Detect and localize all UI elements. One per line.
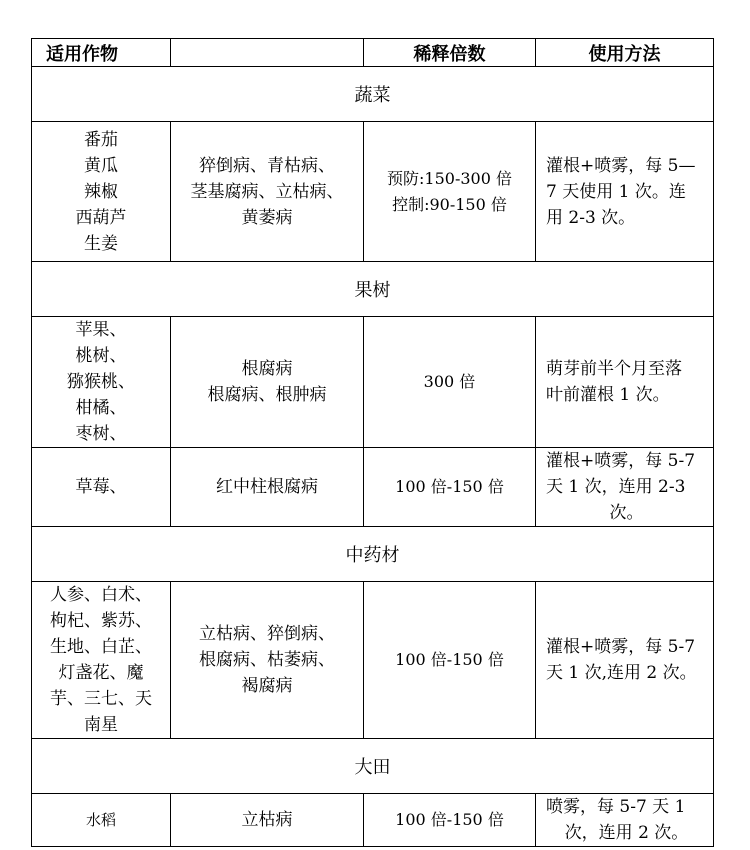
table-row: [32, 582, 714, 739]
dilution-text: 控制:90-150 倍: [392, 194, 507, 214]
diseases-cell: [171, 794, 364, 847]
dilution-cell: [364, 582, 536, 739]
method-cell: [536, 122, 714, 262]
disease-text: 立枯病: [241, 810, 293, 830]
crop-name: 灯盏花、魔: [58, 663, 144, 683]
section-row-medicinal-herbs: [32, 527, 714, 582]
method-text: 灌根+喷雾，每 5-7: [546, 637, 696, 657]
table-row: [32, 122, 714, 262]
disease-text: 猝倒病、青枯病、: [199, 155, 335, 176]
method-text: 天 1 次，连用 2-3: [546, 477, 686, 497]
section-row-fruit-trees: [32, 262, 714, 317]
crop-name: 人参、白术、: [50, 585, 152, 605]
method-text: 7 天使用 1 次。连: [546, 181, 686, 202]
method-text: 灌根+喷雾，每 5—: [546, 155, 696, 176]
crops-cell: [32, 122, 171, 262]
method-text: 次。: [609, 503, 644, 523]
dilution-cell: [364, 317, 536, 448]
method-text: 萌芽前半个月至落: [546, 359, 682, 379]
crop-name: 枣树、: [75, 424, 127, 444]
table-row: [32, 794, 714, 847]
disease-text: 根腐病: [241, 359, 293, 379]
method-cell: [536, 794, 714, 847]
disease-text: 红中柱根腐病: [216, 477, 318, 497]
crop-name: 草莓、: [75, 477, 127, 497]
crop-usage-table: [31, 38, 714, 847]
section-row-vegetables: [32, 67, 714, 122]
section-title-medicinal-herbs: 中药材: [32, 527, 714, 582]
method-text: 喷雾，每 5-7 天 1: [546, 797, 686, 817]
method-text: 天 1 次,连用 2 次。: [546, 663, 697, 683]
crop-name: 黄瓜: [84, 155, 118, 176]
diseases-cell: [171, 317, 364, 448]
header-diseases: [171, 39, 364, 67]
crops-cell: [32, 794, 171, 847]
dilution-text: 300 倍: [423, 372, 476, 391]
method-text: 用 2-3 次。: [546, 207, 636, 228]
method-cell: [536, 582, 714, 739]
header-crops: 适用作物: [32, 39, 171, 67]
diseases-cell: [171, 122, 364, 262]
header-dilution: 稀释倍数: [364, 39, 536, 67]
dilution-text: 100 倍-150 倍: [395, 650, 504, 669]
crops-cell: [32, 582, 171, 739]
crops-cell: [32, 317, 171, 448]
crop-name: 辣椒: [84, 181, 118, 202]
table-row: [32, 448, 714, 527]
method-text: 灌根+喷雾，每 5-7: [546, 451, 696, 471]
crop-name: 枸杞、紫苏、: [50, 611, 152, 631]
header-method: 使用方法: [536, 39, 714, 67]
section-row-field-crops: [32, 739, 714, 794]
crop-name: 西葫芦: [75, 207, 127, 228]
disease-text: 茎基腐病、立枯病、: [190, 181, 344, 202]
disease-text: 黄萎病: [241, 207, 293, 228]
crop-name: 柑橘、: [75, 398, 127, 418]
crops-cell: [32, 448, 171, 527]
crop-name: 南星: [84, 715, 118, 735]
method-text: 叶前灌根 1 次。: [546, 385, 670, 405]
crop-name: 苹果、: [75, 320, 127, 340]
disease-text: 褐腐病: [241, 676, 293, 696]
dilution-text: 100 倍-150 倍: [395, 810, 504, 829]
disease-text: 根腐病、根肿病: [207, 385, 327, 405]
dilution-cell: [364, 122, 536, 262]
crop-name: 生姜: [84, 233, 118, 254]
method-cell: [536, 448, 714, 527]
diseases-cell: [171, 582, 364, 739]
crop-name: 猕猴桃、: [67, 372, 135, 392]
section-title-fruit-trees: 果树: [32, 262, 714, 317]
crop-name: 水稻: [85, 811, 116, 829]
dilution-text: 预防:150-300 倍: [387, 168, 512, 188]
dilution-text: 100 倍-150 倍: [395, 477, 504, 496]
disease-text: 立枯病、猝倒病、: [199, 624, 335, 644]
dilution-cell: [364, 448, 536, 527]
disease-text: 根腐病、枯萎病、: [199, 650, 335, 670]
section-title-field-crops: 大田: [32, 739, 714, 794]
header-row: [32, 39, 714, 67]
dilution-cell: [364, 794, 536, 847]
table-row: [32, 317, 714, 448]
method-cell: [536, 317, 714, 448]
section-title-vegetables: 蔬菜: [32, 67, 714, 122]
crop-name: 桃树、: [75, 346, 127, 366]
crop-name: 番茄: [84, 129, 118, 150]
diseases-cell: [171, 448, 364, 527]
method-text: 次，连用 2 次。: [564, 823, 689, 843]
crop-name: 芋、三七、天: [50, 689, 152, 709]
crop-name: 生地、白芷、: [50, 637, 152, 657]
